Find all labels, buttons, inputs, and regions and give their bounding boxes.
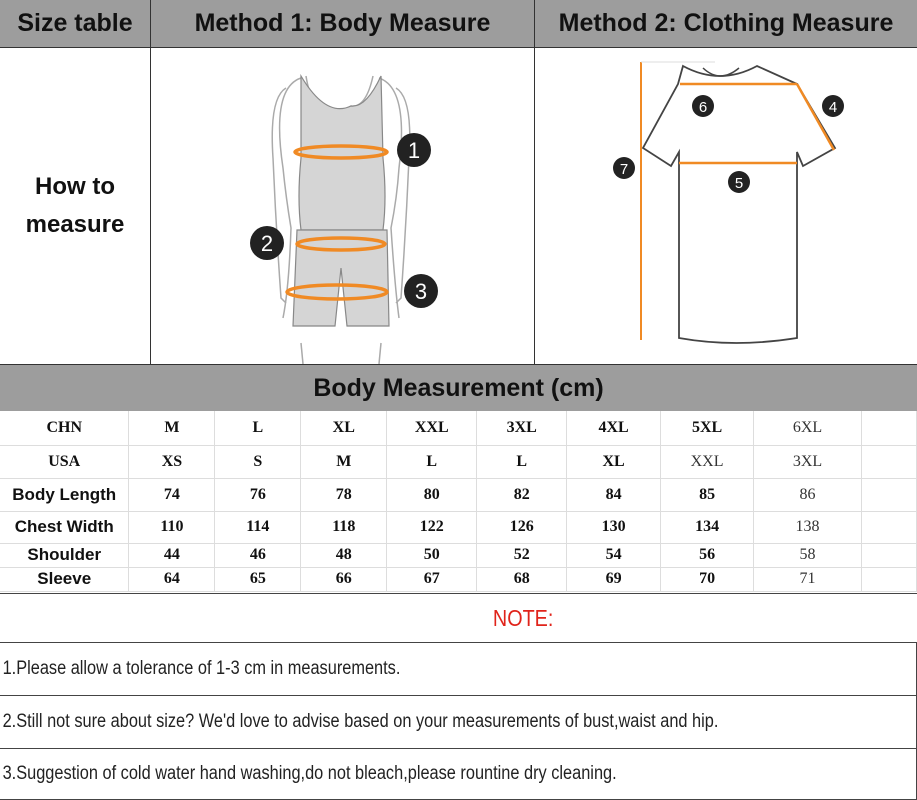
method2-label: Method 2: Clothing Measure — [558, 9, 894, 37]
table-cell-empty — [861, 567, 916, 591]
table-row — [0, 411, 917, 445]
note-item-2: 2.Still not sure about size? We'd love to advise based on your measurements of bust,waist and hip. — [0, 696, 917, 749]
row-label: Body Length — [0, 478, 129, 511]
table-cell: XXL — [661, 445, 754, 478]
table-cell: 58 — [754, 543, 862, 567]
row-label: Shoulder — [0, 543, 129, 567]
measurement-title: Body Measurement (cm) — [313, 373, 604, 402]
svg-text:2: 2 — [260, 231, 274, 256]
row-label: Chest Width — [0, 511, 129, 543]
table-cell-empty — [861, 543, 916, 567]
note-title: NOTE: — [492, 604, 554, 631]
table-cell: 130 — [567, 511, 661, 543]
note-item-3: 3.Suggestion of cold water hand washing,do not bleach,please rountine dry cleaning. — [0, 749, 917, 800]
table-cell: L — [215, 411, 301, 445]
table-cell: L — [477, 445, 567, 478]
table-cell: 66 — [301, 567, 387, 591]
marker-2 — [250, 226, 284, 260]
table-cell: 122 — [387, 511, 477, 543]
table-cell: 44 — [129, 543, 215, 567]
table-cell-empty — [861, 445, 916, 478]
marker-3 — [404, 274, 438, 308]
table-cell: 126 — [477, 511, 567, 543]
table-cell: 78 — [301, 478, 387, 511]
table-cell: 64 — [129, 567, 215, 591]
method2-header — [535, 0, 917, 47]
table-cell: M — [301, 445, 387, 478]
table-row — [0, 445, 917, 478]
note-item-1: 1.Please allow a tolerance of 1-3 cm in measurements. — [0, 643, 917, 696]
table-row — [0, 543, 917, 567]
marker-6 — [692, 95, 714, 117]
row-label: USA — [0, 445, 129, 478]
table-cell: 134 — [661, 511, 754, 543]
table-cell: XXL — [387, 411, 477, 445]
svg-text:4: 4 — [828, 99, 838, 116]
table-cell: XL — [567, 445, 661, 478]
table-cell: 56 — [661, 543, 754, 567]
measurement-header — [0, 364, 917, 411]
row-label: Sleeve — [0, 567, 129, 591]
table-cell: 4XL — [567, 411, 661, 445]
table-cell: 48 — [301, 543, 387, 567]
table-cell: 3XL — [754, 445, 862, 478]
clothing-measure-illustration — [535, 48, 917, 364]
table-cell: 67 — [387, 567, 477, 591]
table-cell: 54 — [567, 543, 661, 567]
table-cell: 138 — [754, 511, 862, 543]
size-table-label: Size table — [17, 9, 133, 37]
table-cell: 86 — [754, 478, 862, 511]
table-cell: 85 — [661, 478, 754, 511]
table-cell: 80 — [387, 478, 477, 511]
table-cell: 52 — [477, 543, 567, 567]
table-cell-empty — [861, 411, 916, 445]
svg-text:3: 3 — [414, 279, 428, 304]
method1-header — [151, 0, 534, 47]
table-cell-empty — [861, 511, 916, 543]
table-cell-empty — [861, 478, 916, 511]
table-cell: S — [215, 445, 301, 478]
table-cell: 50 — [387, 543, 477, 567]
table-cell: L — [387, 445, 477, 478]
table-cell: 76 — [215, 478, 301, 511]
table-cell: 71 — [754, 567, 862, 591]
table-row — [0, 511, 917, 543]
table-row — [0, 478, 917, 511]
svg-text:5: 5 — [734, 175, 744, 192]
how-to-line1: How to — [35, 172, 115, 200]
table-cell: 70 — [661, 567, 754, 591]
table-cell: XS — [129, 445, 215, 478]
table-cell: 65 — [215, 567, 301, 591]
row-label: CHN — [0, 411, 129, 445]
body-measure-illustration — [151, 48, 534, 364]
marker-5 — [728, 171, 750, 193]
table-cell: 110 — [129, 511, 215, 543]
table-cell: M — [129, 411, 215, 445]
how-to-measure-label — [0, 48, 150, 363]
size-table-header — [0, 0, 150, 47]
svg-text:7: 7 — [619, 161, 629, 178]
marker-1 — [397, 133, 431, 167]
table-cell: 114 — [215, 511, 301, 543]
table-row — [0, 567, 917, 591]
table-cell: 46 — [215, 543, 301, 567]
table-cell: 68 — [477, 567, 567, 591]
method1-label: Method 1: Body Measure — [194, 9, 491, 37]
size-table — [0, 411, 917, 592]
svg-text:1: 1 — [407, 138, 421, 163]
table-cell: 84 — [567, 478, 661, 511]
marker-4 — [822, 95, 844, 117]
svg-text:6: 6 — [698, 99, 708, 116]
marker-7 — [613, 157, 635, 179]
table-cell: 6XL — [754, 411, 862, 445]
how-to-line2: measure — [25, 210, 125, 238]
table-cell: 5XL — [661, 411, 754, 445]
table-cell: 74 — [129, 478, 215, 511]
table-cell: 3XL — [477, 411, 567, 445]
table-cell: XL — [301, 411, 387, 445]
table-cell: 69 — [567, 567, 661, 591]
table-cell: 82 — [477, 478, 567, 511]
table-cell: 118 — [301, 511, 387, 543]
